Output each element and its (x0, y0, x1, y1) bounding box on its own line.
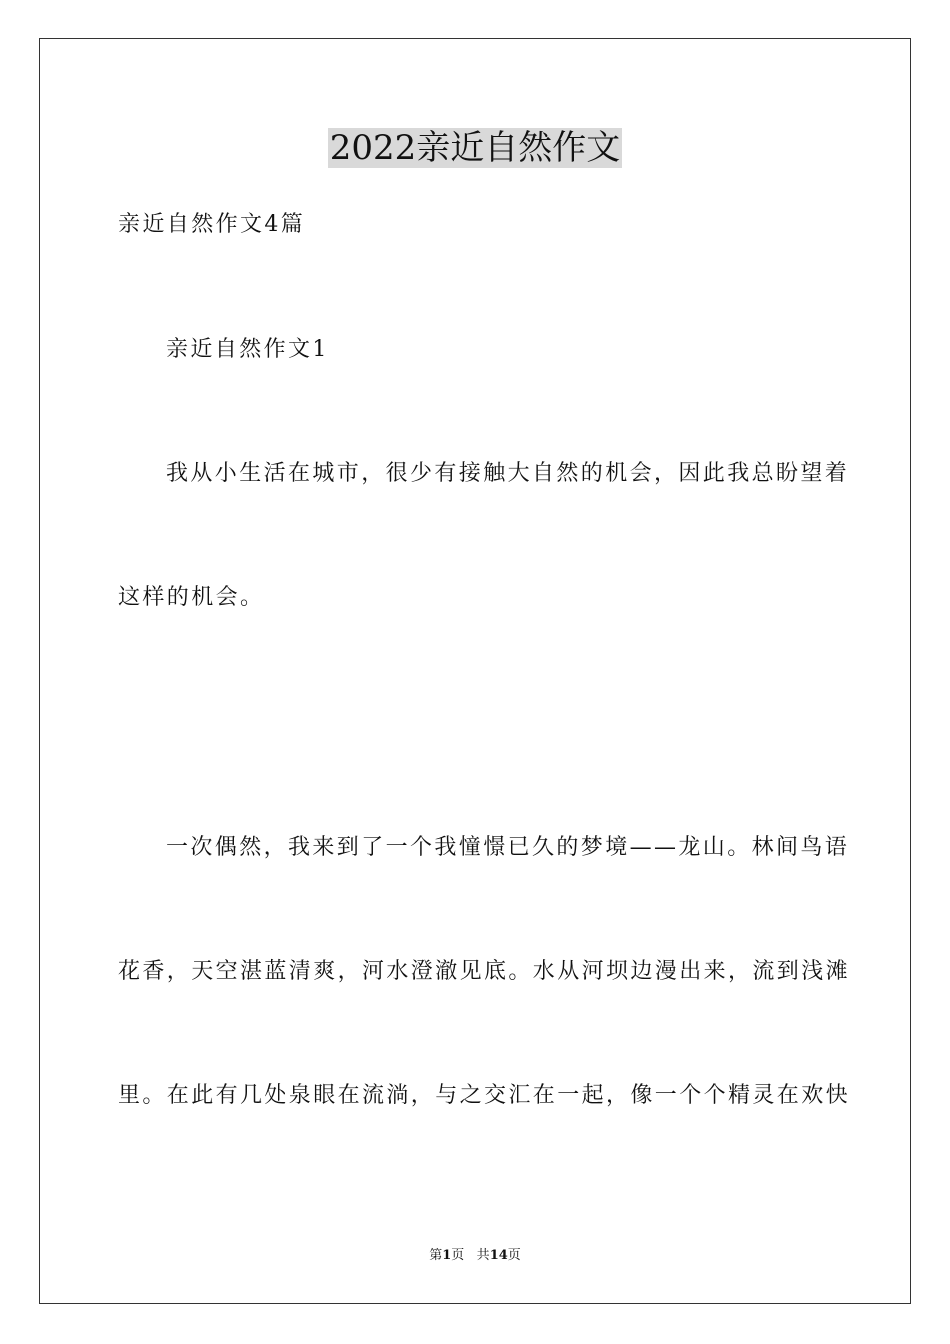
total-prefix: 共 (476, 1248, 490, 1263)
paragraph-line: 一次偶然，我来到了一个我憧憬已久的梦境——龙山。林间鸟语 (166, 835, 850, 860)
total-suffix: 页 (507, 1248, 521, 1263)
total-pages: 14 (489, 1248, 508, 1263)
document-title (0, 126, 950, 170)
paragraph-line: 这样的机会。 (118, 585, 265, 610)
section-heading: 亲近自然作文1 (166, 337, 329, 362)
paragraph-line: 我从小生活在城市，很少有接触大自然的机会，因此我总盼望着 (166, 461, 850, 486)
paragraph-line: 里。在此有几处泉眼在流淌，与之交汇在一起，像一个个精灵在欢快 (118, 1083, 851, 1108)
paragraph-line: 花香，天空湛蓝清爽，河水澄澈见底。水从河坝边漫出来，流到浅滩 (118, 959, 851, 984)
document-title-text: 2022亲近自然作文 (329, 128, 621, 168)
page-suffix: 页 (451, 1248, 465, 1263)
page-footer (0, 1247, 950, 1265)
document-subtitle: 亲近自然作文4篇 (118, 212, 306, 237)
page-prefix: 第 (429, 1248, 443, 1263)
page-number: 1 (442, 1248, 452, 1263)
